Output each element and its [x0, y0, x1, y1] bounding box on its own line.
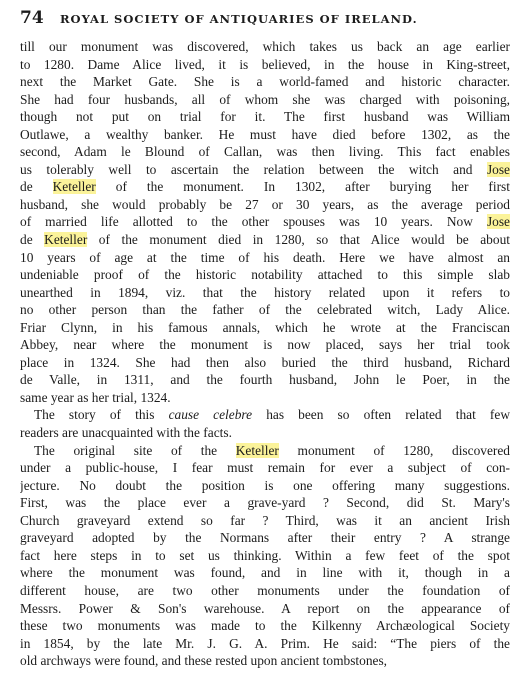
text-segment: husband, she would probably be 27 or 30 years, as the average period [20, 196, 510, 212]
text-segment: Outlawe, a wealthy banker. He must have died before 1302, as the [20, 126, 510, 142]
text-segment: to 1280. Dame Alice lived, it is believed, in the house in King-street, [20, 56, 510, 72]
page-number: 74 [20, 8, 44, 28]
text-line [20, 406, 510, 424]
text-line [20, 249, 510, 267]
text-line [20, 143, 510, 161]
text-line [20, 196, 510, 214]
text-segment: unearthed in 1894, viz. that the history related upon it refers to [20, 284, 510, 300]
highlighted-term: Jose [486, 161, 510, 177]
text-line [20, 126, 510, 144]
text-segment: graveyard adopted by the Normans after their entry ? A strange [20, 530, 510, 546]
text-segment: fact here steps in to set us thinking. Within a few feet of the spot [20, 547, 510, 563]
text-segment: of the monument. In 1302, after burying her first [95, 179, 510, 195]
text-segment: undeniable proof of the historic notability attached to this simple slab [20, 267, 510, 283]
text-line [20, 652, 510, 670]
text-line [20, 424, 510, 442]
text-segment: till our monument was discovered, which takes us back an age earlier [20, 39, 510, 54]
text-line [20, 547, 510, 565]
highlighted-term: Keteller [235, 442, 279, 458]
text-segment: Messrs. Power & Son's warehouse. A report on the appearance of [20, 600, 510, 616]
text-segment: different house, are two other monuments under the foundation of [20, 582, 510, 598]
text-line [20, 73, 510, 91]
text-segment: same year as her trial, 1324. [20, 389, 171, 405]
text-segment: First, was the place ever a grave-yard ? Second, did St. Mary's [20, 495, 510, 511]
text-line [20, 635, 510, 653]
text-segment: monument of 1280, discovered [278, 442, 510, 458]
text-segment: us tolerably well to ascertain the relation between the witch and [20, 161, 487, 177]
text-line [20, 284, 510, 302]
text-line [20, 617, 510, 635]
text-line [20, 301, 510, 319]
text-segment: She had four husbands, all of whom she was charged with poisoning, [20, 91, 510, 107]
text-line [20, 442, 510, 460]
text-line [20, 389, 510, 407]
text-line [20, 512, 510, 530]
text-line [20, 56, 510, 74]
text-segment: under a public-house, I fear must remain for ever a subject of con- [20, 460, 510, 476]
page-header [20, 8, 510, 32]
text-segment: jecture. No doubt the position is one offering many suggestions. [20, 477, 510, 493]
text-segment: though not put on trial for it. The first husband was William [20, 109, 510, 125]
text-segment: Church graveyard extend so far ? Third, was it an ancient Irish [20, 512, 510, 528]
text-line [20, 336, 510, 354]
text-line [20, 529, 510, 547]
text-line [20, 582, 510, 600]
text-line [20, 477, 510, 495]
text-line [20, 494, 510, 512]
text-line [20, 266, 510, 284]
highlighted-term: Keteller [52, 179, 96, 195]
text-segment: of the monument died in 1280, so that Alice would be about [87, 232, 510, 248]
text-line [20, 108, 510, 126]
text-segment: Friar Clynn, in his famous annals, which he wrote at the Franciscan [20, 319, 510, 335]
text-line [20, 600, 510, 618]
text-segment: readers are unacquainted with the facts. [20, 425, 232, 441]
text-segment: The original site of the [34, 442, 236, 458]
highlighted-term: Keteller [44, 232, 88, 248]
text-line [20, 371, 510, 389]
text-segment: de Valle, in 1311, and the fourth husband, John le Poer, in the [20, 372, 510, 388]
text-segment: place in 1324. She had then also buried the third husband, Richard [20, 354, 510, 370]
text-segment: where the monument was found, and in line with it, though in a [20, 565, 510, 581]
text-segment: second, Adam le Blound of Callan, was then living. This fact enables [20, 144, 510, 160]
text-segment: these two monuments was made to the Kilkenny Archæological Society [20, 618, 510, 634]
text-line [20, 178, 510, 196]
text-line [20, 161, 510, 179]
text-segment: in 1854, by the late Mr. J. G. A. Prim. He said: “The piers of the [20, 635, 510, 651]
text-segment: of married life allotted to the other spouses was 10 years. Now [20, 214, 487, 230]
text-segment: 10 years of age at the time of his death. Here we have almost an [20, 249, 510, 265]
text-line [20, 564, 510, 582]
text-line [20, 231, 510, 249]
highlighted-term: Jose [486, 214, 510, 230]
running-head: ROYAL SOCIETY OF ANTIQUARIES OF IRELAND. [60, 12, 418, 26]
text-line [20, 38, 510, 56]
text-segment: old archways were found, and these rested upon ancient tombstones, [20, 653, 388, 669]
text-line [20, 354, 510, 372]
text-line [20, 91, 510, 109]
text-segment: The story of this [34, 407, 169, 423]
text-segment: no other person than the father of the celebrated witch, Lady Alice. [20, 302, 510, 318]
text-segment: next the Market Gate. She is a world-famed and historic character. [20, 74, 510, 90]
text-segment: Abbey, near where the monument is now placed, says her trial took [20, 337, 510, 353]
text-line [20, 213, 510, 231]
text-segment: de [20, 232, 45, 248]
body-text [20, 38, 510, 670]
italic-phrase: cause celebre [168, 407, 253, 423]
text-line [20, 319, 510, 337]
text-segment: has been so often related that few [252, 407, 510, 423]
text-segment: de [20, 179, 53, 195]
text-line [20, 459, 510, 477]
